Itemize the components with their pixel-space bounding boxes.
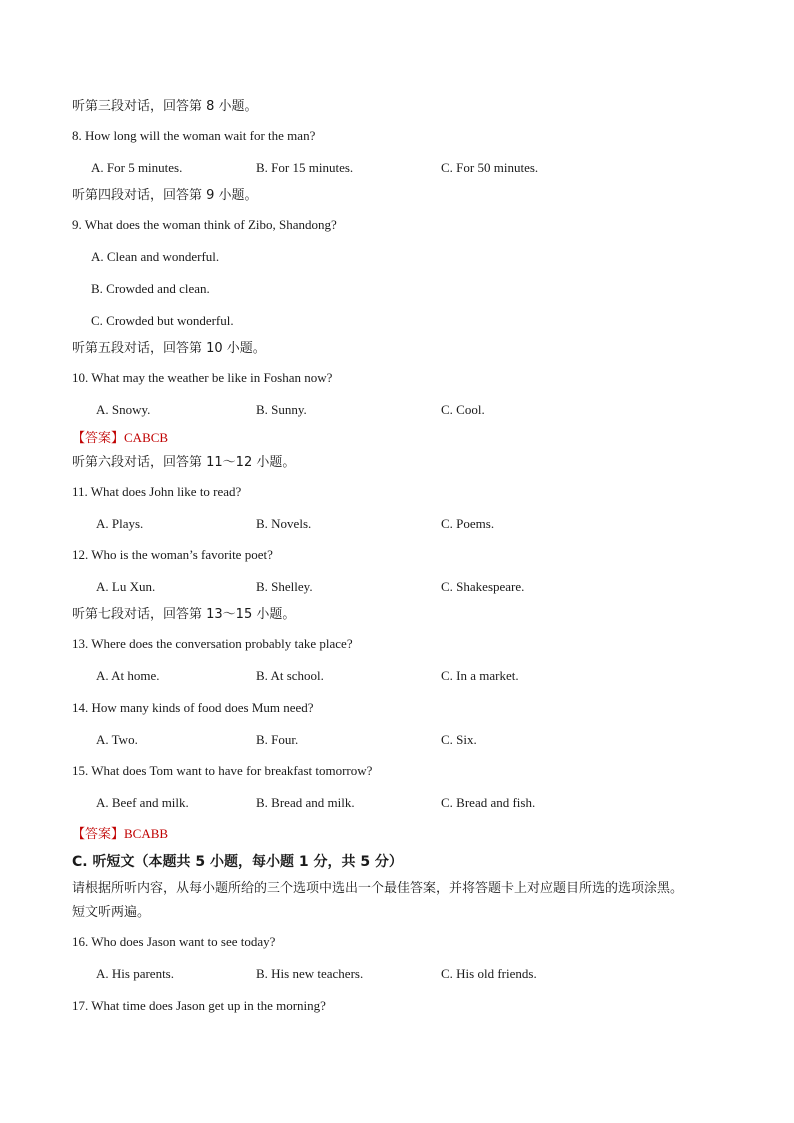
- q11-option-a: A. Plays.: [96, 516, 144, 531]
- answer-key-2: [72, 825, 168, 844]
- q13-option-b: B. At school.: [256, 668, 324, 683]
- q14-option-b: B. Four.: [256, 732, 299, 747]
- q12-option-b: B. Shelley.: [256, 579, 313, 594]
- answer-tag: 【答案】: [72, 431, 125, 446]
- q15-option-b: B. Bread and milk.: [256, 795, 355, 810]
- q9-option-b: B. Crowded and clean.: [91, 281, 210, 296]
- answer-tag: 【答案】: [72, 827, 125, 842]
- q8-option-a: A. For 5 minutes.: [91, 160, 183, 175]
- q11-option-c: C. Poems.: [441, 516, 495, 531]
- q13-option-a: A. At home.: [96, 668, 160, 683]
- q8-option-b: B. For 15 minutes.: [256, 160, 354, 175]
- q12-option-c: C. Shakespeare.: [441, 579, 525, 594]
- question-8: 8. How long will the woman wait for the man?: [72, 128, 316, 143]
- q11-option-b: B. Novels.: [256, 516, 312, 531]
- question-14: 14. How many kinds of food does Mum need?: [72, 700, 314, 715]
- section-c-heading: C. 听短文（本题共 5 小题，每小题 1 分，共 5 分）: [72, 854, 403, 870]
- q14-option-c: C. Six.: [441, 732, 477, 747]
- q12-option-a: A. Lu Xun.: [96, 579, 156, 594]
- section-c-instructions: 请根据所听内容，从每小题所给的三个选项中选出一个最佳答案，并将答题卡上对应题目所选的选项涂黑。: [72, 881, 684, 896]
- q15-option-a: A. Beef and milk.: [96, 795, 189, 810]
- question-10: 10. What may the weather be like in Foshan now?: [72, 370, 333, 385]
- dialogue-3-heading: 听第三段对话，回答第 8 小题。: [72, 99, 258, 114]
- q13-option-c: C. In a market.: [441, 668, 519, 683]
- q15-option-c: C. Bread and fish.: [441, 795, 536, 810]
- question-15: 15. What does Tom want to have for breakfast tomorrow?: [72, 763, 373, 778]
- q16-option-a: A. His parents.: [96, 966, 174, 981]
- q16-option-b: B. His new teachers.: [256, 966, 364, 981]
- q8-option-c: C. For 50 minutes.: [441, 160, 539, 175]
- answer-value: CABCB: [124, 430, 169, 445]
- dialogue-5-heading: 听第五段对话，回答第 10 小题。: [72, 341, 266, 356]
- q14-option-a: A. Two.: [96, 732, 138, 747]
- q9-option-a: A. Clean and wonderful.: [91, 249, 220, 264]
- q16-option-c: C. His old friends.: [441, 966, 537, 981]
- question-13: 13. Where does the conversation probably take place?: [72, 636, 353, 651]
- question-9: 9. What does the woman think of Zibo, Shandong?: [72, 217, 337, 232]
- section-c-instructions-2: 短文听两遍。: [72, 905, 151, 920]
- q10-option-b: B. Sunny.: [256, 402, 307, 417]
- q9-option-c: C. Crowded but wonderful.: [91, 313, 234, 328]
- q10-option-a: A. Snowy.: [96, 402, 151, 417]
- answer-key-1: [72, 429, 168, 448]
- answer-value: BCABB: [124, 826, 169, 841]
- question-11: 11. What does John like to read?: [72, 484, 242, 499]
- question-12: 12. Who is the woman’s favorite poet?: [72, 547, 273, 562]
- question-17: 17. What time does Jason get up in the morning?: [72, 998, 326, 1013]
- question-16: 16. Who does Jason want to see today?: [72, 934, 276, 949]
- dialogue-6-heading: 听第六段对话，回答第 11～12 小题。: [72, 455, 296, 470]
- dialogue-4-heading: 听第四段对话，回答第 9 小题。: [72, 188, 258, 203]
- q10-option-c: C. Cool.: [441, 402, 485, 417]
- dialogue-7-heading: 听第七段对话，回答第 13～15 小题。: [72, 607, 296, 622]
